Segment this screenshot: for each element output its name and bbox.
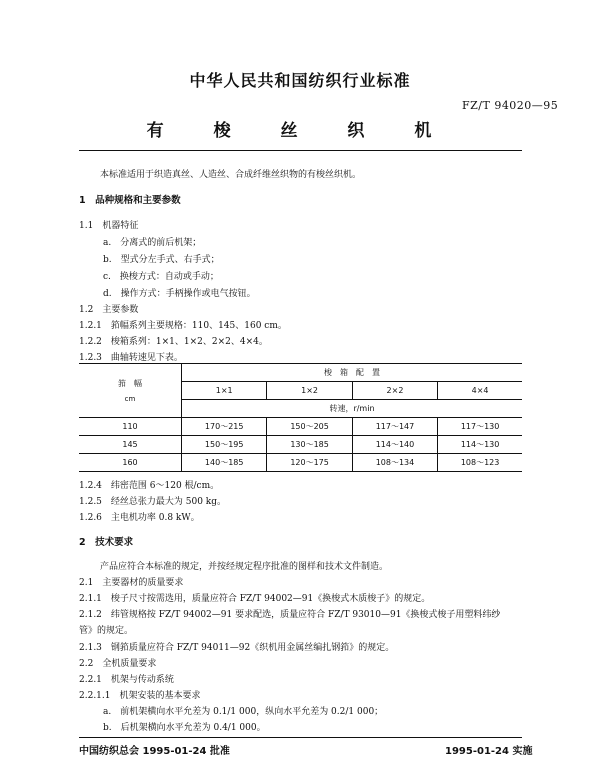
section-1-heading: 1 品种规格和主要参数 [79,195,181,206]
speed-cell: 114～130 [438,436,522,454]
title-rule [79,150,522,151]
reed-width-cell: 110 [79,418,182,436]
clause-2-1-1: 2.1.1 梭子尺寸按需选用，质量应符合 FZ/T 94002—91《换梭式木质梭子》的规定。 [79,594,431,604]
clause-1-2-6: 1.2.6 主电机功率 0.8 kW。 [79,513,200,523]
clause-1-1-a: a. 分离式的前后机架； [103,238,202,248]
clause-1-1-b: b. 型式分左手式、右手式； [103,255,220,265]
speed-cell: 130～185 [267,436,352,454]
clause-2-1-2-cont: 管》的规定。 [79,626,134,636]
config-header: 4×4 [438,382,522,400]
clause-1-2-2: 1.2.2 梭箱系列：1×1、1×2、2×2、4×4。 [79,337,268,347]
speed-cell: 150～195 [182,436,267,454]
table-row [79,454,522,472]
reed-width-label: 筘 幅 [118,379,142,388]
table-row [79,418,522,436]
clause-2-2: 2.2 全机质量要求 [79,659,157,669]
speed-cell: 117～130 [438,418,522,436]
clause-1-2-4: 1.2.4 纬密范围 6～120 根/cm。 [79,481,220,491]
clause-1-1-d: d. 操作方式：手柄操作或电气按钮。 [103,289,256,299]
footer-rule [79,737,522,738]
standard-code: FZ/T 94020—95 [462,99,559,112]
clause-2-2-1: 2.2.1 机架与传动系统 [79,675,174,685]
speed-cell: 108～134 [352,454,437,472]
section-2-intro: 产品应符合本标准的规定，并按经规定程序批准的图样和技术文件制造。 [100,562,389,572]
section-2-heading: 2 技术要求 [79,537,134,548]
speed-cell: 140～185 [182,454,267,472]
effective-date: 1995-01-24 实施 [445,746,533,757]
speed-cell: 117～147 [352,418,437,436]
clause-2-1-2: 2.1.2 纬管规格按 FZ/T 94002—91 要求配选，质量应符合 FZ/T 93010—91《换梭式梭子用塑料纬纱 [79,610,501,620]
document-title: 有 梭 丝 织 机 [146,121,454,141]
table-row [79,436,522,454]
speed-cell: 108～123 [438,454,522,472]
speed-cell: 170～215 [182,418,267,436]
speed-cell: 114～140 [352,436,437,454]
scope-paragraph: 本标准适用于织造真丝、人造丝、合成纤维丝织物的有梭丝织机。 [100,170,362,180]
industry-standard-heading: 中华人民共和国纺织行业标准 [189,71,411,90]
clause-2-1: 2.1 主要器材的质量要求 [79,578,184,588]
speed-cell: 150～205 [267,418,352,436]
clause-1-2-5: 1.2.5 经丝总张力最大为 500 kg。 [79,497,227,507]
config-header: 1×1 [182,382,267,400]
clause-1-1: 1.1 机器特征 [79,221,139,231]
reed-width-cell: 145 [79,436,182,454]
config-header: 2×2 [352,382,437,400]
clause-2-2-1-1-a: a. 前机架横向水平允差为 0.1/1 000，纵向水平允差为 0.2/1 000； [103,707,384,717]
shuttle-box-config-header: 梭 箱 配 置 [182,364,523,382]
reed-width-header [79,364,182,418]
clause-1-2-1: 1.2.1 筘幅系列主要规格：110、145、160 cm。 [79,321,287,331]
clause-1-2: 1.2 主要参数 [79,305,139,315]
reed-width-unit: cm [124,395,136,403]
clause-2-2-1-1-b: b. 后机架横向水平允差为 0.4/1 000。 [103,723,266,733]
clause-1-2-3: 1.2.3 曲轴转速见下表。 [79,353,183,363]
speed-unit-header: 转速，r/min [182,400,523,418]
clause-2-2-1-1: 2.2.1.1 机架安装的基本要求 [79,691,201,701]
config-header: 1×2 [267,382,352,400]
clause-1-1-c: c. 换梭方式：自动或手动； [103,272,219,282]
clause-2-1-3: 2.1.3 钢筘质量应符合 FZ/T 94011—92《织机用金属丝编扎钢筘》的规定。 [79,643,395,653]
approval-date: 中国纺织总会 1995-01-24 批准 [79,746,230,757]
crankshaft-speed-table [79,363,522,472]
speed-cell: 120～175 [267,454,352,472]
reed-width-cell: 160 [79,454,182,472]
